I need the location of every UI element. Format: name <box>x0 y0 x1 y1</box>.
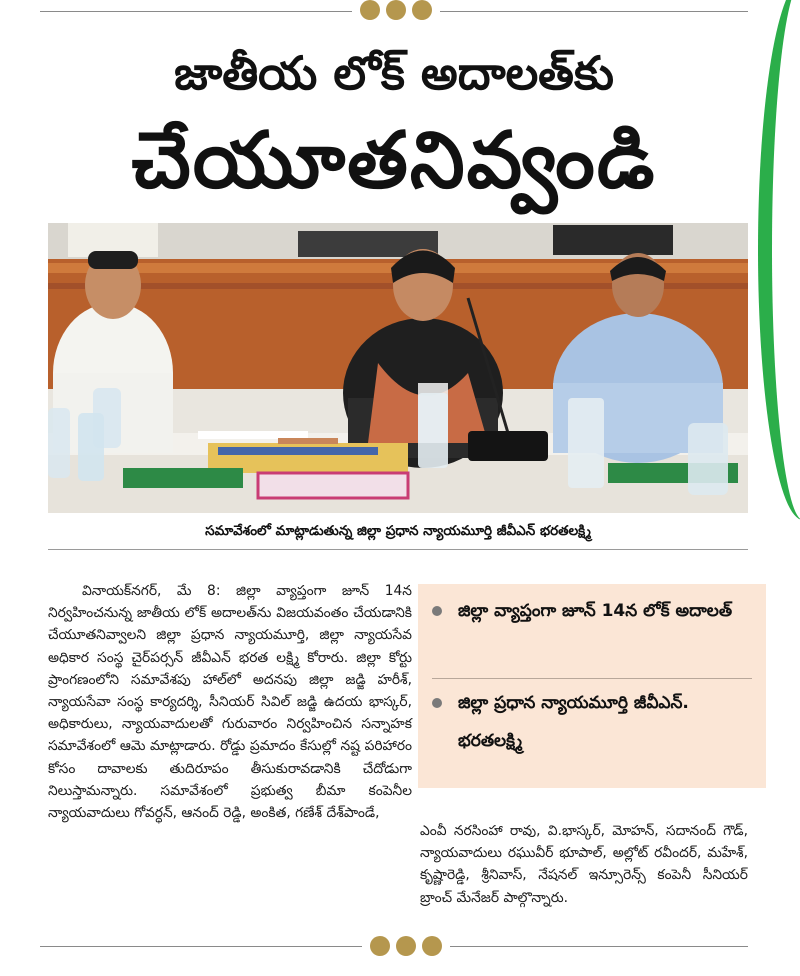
highlight-box <box>418 584 766 788</box>
caption-divider <box>48 549 748 550</box>
headline-line-2: చేయూతనివ్వండి <box>131 116 657 206</box>
article-paragraph: వినాయక్‌నగర్, మే 8: జిల్లా వ్యాప్తంగా జూన్ 14న నిర్వహించనున్న జాతీయ లోక్ అదాలత్‌ను విజయవంతం చేయడానికి చేయూతనివ్వాలని జిల్లా ప్రధాన న్యాయమూర్తి, జిల్లా న్యాయసేవ అధికార సంస్థ చైర్‌పర్సన్ జీవీఎన్ భరత లక్ష్మి కోరారు. జిల్లా కోర్టు ప్రాంగణంలోని సమావేశపు హాల్‌లో అదనపు జిల్లా జడ్జి హరీశ్, న్యాయసేవా సంస్థ కార్యదర్శి, సీనియర్ సివిల్ జడ్జి ఉదయ భాస్కర్, అధికారులు, న్యాయవాదులతో గురువారం నిర్వహించిన సన్నాహక సమావేశంలో ఆమె మాట్లాడారు. రోడ్డు ప్రమాదం కేసుల్లో నష్ట పరిహారం కోసం దావాలకు తుదిరూపం తీసుకురావడానికి చేదోడుగా నిలుస్తామన్నారు. సమావేశంలో ప్రభుత్వ బీమా కంపెనీల న్యాయవాదులు గోవర్ధన్, ఆనంద్ రెడ్డి, అంకిత, గణేశ్ దేశ్‌పాండే, <box>48 583 412 822</box>
decorative-green-arc <box>758 0 800 520</box>
bullet-icon <box>432 606 442 616</box>
decorative-dots-icon <box>352 0 440 20</box>
article-paragraph: ఎంవీ నరసింహా రావు, వి.భాస్కర్, మోహన్, సదానంద్ గౌడ్, న్యాయవాదులు రఘువీర్ భూపాల్, అల్లోట్ రవీందర్, మహేశ్, కృష్ణారెడ్డి, శ్రీనివాస్, నేషనల్ ఇన్సూరెన్స్ కంపెనీ సీనియర్ బ్రాంచ్ మేనేజర్ పాల్గొన్నారు. <box>420 823 748 906</box>
photo-caption: సమావేశంలో మాట్లాడుతున్న జిల్లా ప్రధాన న్యాయమూర్తి జీవీఎన్ భరతలక్ష్మి <box>205 523 591 539</box>
headline-line-1: జాతీయ లోక్ అదాలత్‌కు <box>174 46 614 100</box>
highlight-item <box>432 684 752 760</box>
bullet-icon <box>432 698 442 708</box>
article-right-column <box>420 820 748 909</box>
news-photo <box>48 223 748 513</box>
highlight-item <box>432 592 752 630</box>
highlight-divider <box>432 678 752 679</box>
article-left-column <box>48 580 412 824</box>
highlight-text: జిల్లా వ్యాప్తంగా జూన్ 14న లోక్ అదాలత్ <box>458 601 733 621</box>
highlight-text: జిల్లా ప్రధాన న్యాయమూర్తి జీవీఎన్. భరతలక్ష్మి <box>458 693 689 751</box>
decorative-dots-icon <box>362 936 450 956</box>
